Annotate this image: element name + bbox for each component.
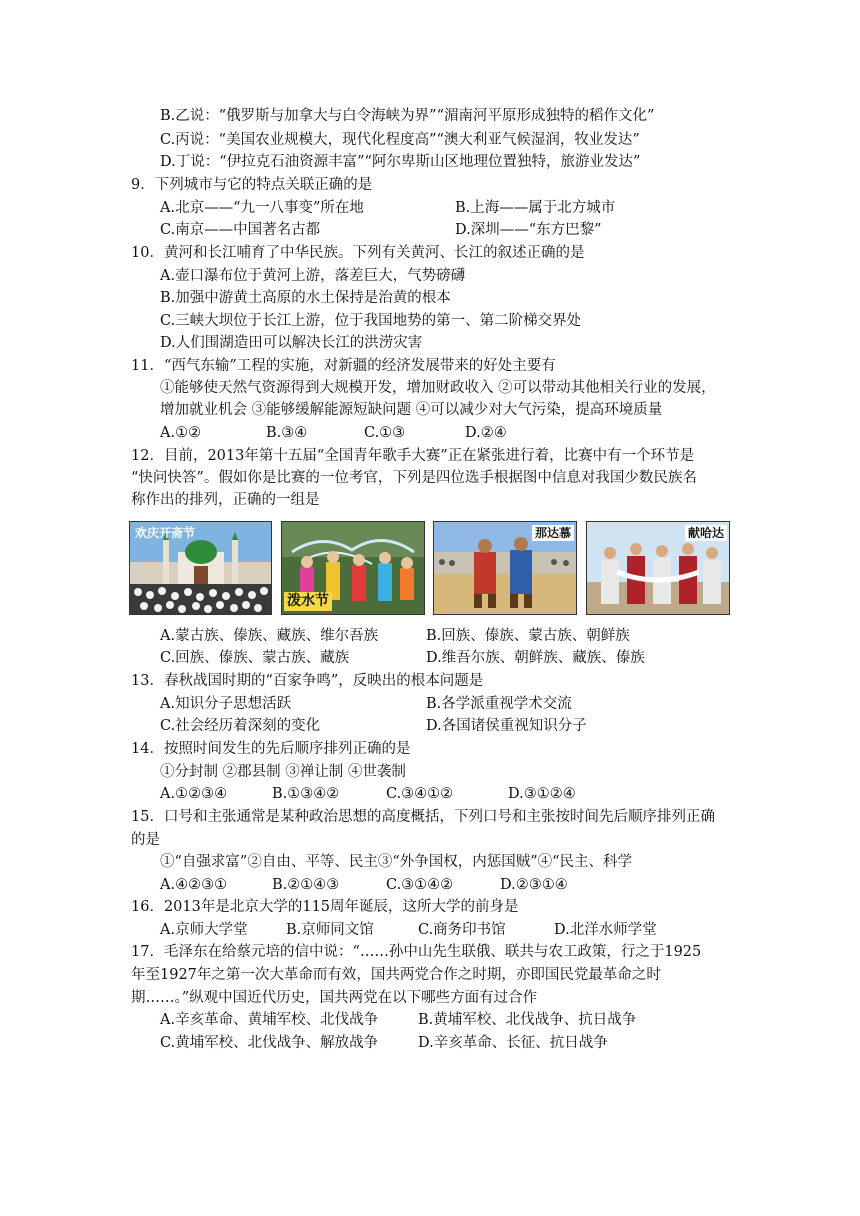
q9-stem: 9．下列城市与它的特点关联正确的是 (131, 177, 373, 193)
q15-option-b: B.②①④③ (272, 877, 340, 893)
q12-stem-line3: 称作出的排列，正确的一组是 (131, 492, 320, 508)
q10-option-d: D.人们围湖造田可以解决长江的洪涝灾害 (160, 335, 423, 351)
q11-items-line1: ①能够使天然气资源得到大规模开发，增加财政收入 ②可以带动其他相关行业的发展， (160, 380, 716, 396)
photo-caption-water-festival: 泼水节 (284, 592, 332, 611)
q17-option-a: A.辛亥革命、黄埔军校、北伐战争 (160, 1012, 379, 1028)
q17-stem-line2: 年至1927年之第一次大革命而有效，国共两党合作之时期，亦即国民党最革命之时 (131, 967, 661, 983)
q9-option-d: D.深圳——“东方巴黎” (455, 222, 602, 238)
q15-stem-line2: 的是 (131, 832, 160, 848)
q10-option-c: C.三峡大坝位于长江上游，位于我国地势的第一、第二阶梯交界处 (160, 313, 582, 329)
q10-option-b: B.加强中游黄土高原的水土保持是治黄的根本 (160, 290, 451, 306)
q14-option-b: B.①③④② (272, 786, 340, 802)
q12-option-b: B.回族、傣族、蒙古族、朝鲜族 (426, 628, 630, 644)
q10-stem: 10．黄河和长江哺育了中华民族。下列有关黄河、长江的叙述正确的是 (131, 245, 585, 261)
q12-option-a: A.蒙古族、傣族、藏族、维尔吾族 (160, 628, 379, 644)
q11-option-a: A.①② (160, 425, 202, 441)
photo-eid-celebration (129, 521, 272, 615)
q12-stem-line1: 12．目前，2013年第十五届“全国青年歌手大赛”正在紧张进行着，比赛中有一个环节是 (131, 448, 695, 464)
q17-option-b: B.黄埔军校、北伐战争、抗日战争 (418, 1012, 637, 1028)
q17-stem-line3: 期……。”纵观中国近代历史，国共两党在以下哪些方面有过合作 (131, 990, 538, 1006)
q14-stem: 14．按照时间发生的先后顺序排列正确的是 (131, 741, 411, 757)
q15-option-c: C.③①④② (386, 877, 454, 893)
q11-option-d: D.②④ (465, 425, 507, 441)
q12-stem-line2: “快问快答”。假如你是比赛的一位考官，下列是四位选手根据图中信息对我国少数民族名 (131, 470, 697, 486)
q11-option-c: C.①③ (364, 425, 406, 441)
photo-caption-naadam: 那达慕 (532, 525, 574, 541)
q12-option-c: C.回族、傣族、蒙古族、藏族 (160, 650, 350, 666)
q9-option-b: B.上海——属于北方城市 (455, 200, 616, 216)
q13-option-d: D.各国诸侯重视知识分子 (426, 718, 587, 734)
q15-option-d: D.②③①④ (500, 877, 568, 893)
q15-items: ①“自强求富”②自由、平等、民主③“外争国权，内惩国贼”④“民主、科学 (160, 854, 633, 870)
photo-naadam (433, 521, 577, 615)
q16-option-d: D.北洋水师学堂 (554, 922, 657, 938)
q16-option-c: C.商务印书馆 (418, 922, 506, 938)
q9-option-a: A.北京——“九一八事变”所在地 (160, 200, 364, 216)
q17-option-d: D.辛亥革命、长征、抗日战争 (418, 1035, 608, 1051)
q15-stem-line1: 15．口号和主张通常是某种政治思想的高度概括，下列口号和主张按时间先后顺序排列正确 (131, 809, 715, 825)
photo-hada (586, 521, 730, 615)
q14-option-a: A.①②③④ (160, 786, 228, 802)
photo-caption-eid: 欢庆开斋节 (135, 526, 196, 540)
q12-option-d: D.维吾尔族、朝鲜族、藏族、傣族 (426, 650, 645, 666)
q13-option-c: C.社会经历着深刻的变化 (160, 718, 321, 734)
q11-stem: 11．“西气东输”工程的实施，对新疆的经济发展带来的好处主要有 (131, 358, 556, 374)
q15-option-a: A.④②③① (160, 877, 228, 893)
q10-option-a: A.壶口瀑布位于黄河上游，落差巨大，气势磅礴 (160, 268, 466, 284)
q16-option-b: B.京师同文馆 (286, 922, 374, 938)
q9-option-c: C.南京——中国著名古都 (160, 222, 321, 238)
q8-option-b: B.乙说：“俄罗斯与加拿大与白令海峡为界”“湄南河平原形成独特的稻作文化” (160, 108, 655, 124)
q8-option-c: C.丙说：“美国农业规模大，现代化程度高”“澳大利亚气候湿润，牧业发达” (160, 132, 640, 148)
q14-items: ①分封制 ②郡县制 ③禅让制 ④世袭制 (160, 764, 406, 780)
q14-option-d: D.③①②④ (508, 786, 576, 802)
photo-caption-hada: 献哈达 (685, 525, 727, 541)
q11-items-line2: 增加就业机会 ③能够缓解能源短缺问题 ④可以减少对大气污染，提高环境质量 (160, 402, 663, 418)
photo-water-festival (281, 521, 425, 615)
q14-option-c: C.③④①② (386, 786, 454, 802)
q11-option-b: B.③④ (266, 425, 308, 441)
q17-stem-line1: 17．毛泽东在给蔡元培的信中说：“……孙中山先生联俄、联共与农工政策，行之于1925 (131, 944, 702, 960)
q17-option-c: C.黄埔军校、北伐战争、解放战争 (160, 1035, 379, 1051)
q13-stem: 13．春秋战国时期的“百家争鸣”，反映出的根本问题是 (131, 673, 484, 689)
q13-option-b: B.各学派重视学术交流 (426, 696, 572, 712)
q8-option-d: D.丁说：“伊拉克石油资源丰富”“阿尔卑斯山区地理位置独特，旅游业发达” (160, 154, 641, 170)
q16-stem: 16．2013年是北京大学的115周年诞辰，这所大学的前身是 (131, 899, 519, 915)
q16-option-a: A.京师大学堂 (160, 922, 248, 938)
q13-option-a: A.知识分子思想活跃 (160, 696, 292, 712)
